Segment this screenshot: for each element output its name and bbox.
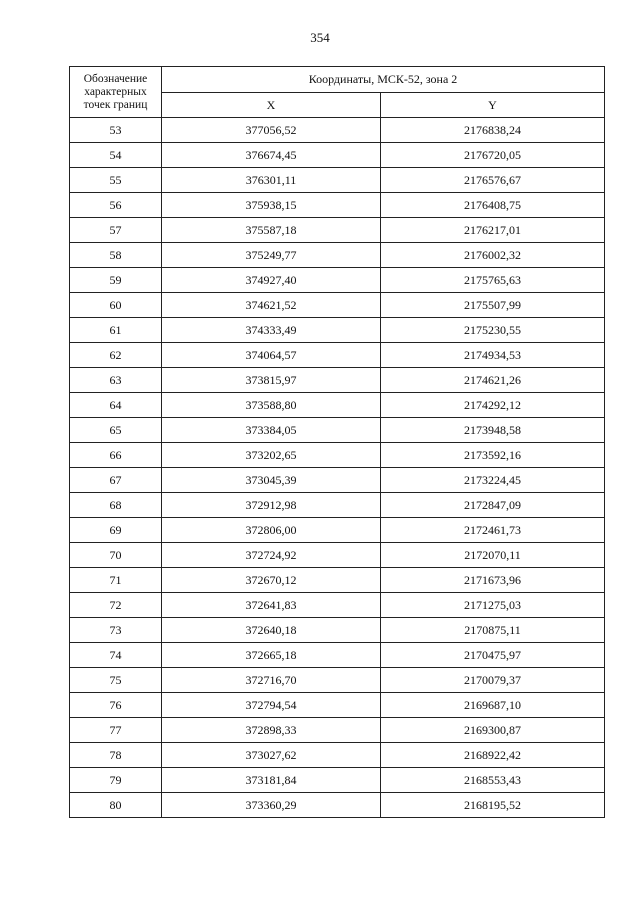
table-row <box>70 668 605 693</box>
y-coordinate-cell: 2175230,55 <box>381 318 605 343</box>
y-coordinate-cell: 2170875,11 <box>381 618 605 643</box>
point-id-cell: 64 <box>70 393 162 418</box>
x-coordinate-cell: 375249,77 <box>162 243 381 268</box>
y-coordinate-cell: 2174934,53 <box>381 343 605 368</box>
x-coordinate-cell: 372898,33 <box>162 718 381 743</box>
y-coordinate-cell: 2172461,73 <box>381 518 605 543</box>
table-row <box>70 768 605 793</box>
table-row <box>70 368 605 393</box>
y-coordinate-cell: 2168195,52 <box>381 793 605 818</box>
x-coordinate-cell: 373360,29 <box>162 793 381 818</box>
table-row <box>70 193 605 218</box>
table-row <box>70 268 605 293</box>
x-coordinate-cell: 373202,65 <box>162 443 381 468</box>
x-coordinate-cell: 374333,49 <box>162 318 381 343</box>
x-coordinate-cell: 372794,54 <box>162 693 381 718</box>
point-id-cell: 78 <box>70 743 162 768</box>
point-id-cell: 66 <box>70 443 162 468</box>
table-row <box>70 318 605 343</box>
y-coordinate-cell: 2174292,12 <box>381 393 605 418</box>
y-coordinate-cell: 2170475,97 <box>381 643 605 668</box>
table-body <box>70 118 605 818</box>
x-coordinate-cell: 374927,40 <box>162 268 381 293</box>
table-row <box>70 343 605 368</box>
point-id-cell: 72 <box>70 593 162 618</box>
x-coordinate-cell: 372806,00 <box>162 518 381 543</box>
point-id-cell: 59 <box>70 268 162 293</box>
coordinates-system-header: Координаты, МСК-52, зона 2 <box>162 67 605 93</box>
point-id-cell: 57 <box>70 218 162 243</box>
x-coordinate-cell: 375587,18 <box>162 218 381 243</box>
y-coordinate-cell: 2176408,75 <box>381 193 605 218</box>
point-id-cell: 80 <box>70 793 162 818</box>
coordinates-table <box>69 66 605 818</box>
point-id-cell: 68 <box>70 493 162 518</box>
x-coordinate-cell: 372665,18 <box>162 643 381 668</box>
table-row <box>70 293 605 318</box>
x-coordinate-cell: 373027,62 <box>162 743 381 768</box>
point-id-cell: 76 <box>70 693 162 718</box>
point-id-cell: 58 <box>70 243 162 268</box>
point-id-cell: 55 <box>70 168 162 193</box>
table-row <box>70 393 605 418</box>
table-row <box>70 718 605 743</box>
x-column-header: X <box>162 93 381 118</box>
table-row <box>70 518 605 543</box>
table-row <box>70 243 605 268</box>
x-coordinate-cell: 375938,15 <box>162 193 381 218</box>
y-coordinate-cell: 2169687,10 <box>381 693 605 718</box>
point-id-cell: 74 <box>70 643 162 668</box>
table-row <box>70 793 605 818</box>
x-coordinate-cell: 372912,98 <box>162 493 381 518</box>
point-id-cell: 65 <box>70 418 162 443</box>
x-coordinate-cell: 372640,18 <box>162 618 381 643</box>
y-coordinate-cell: 2175765,63 <box>381 268 605 293</box>
point-id-cell: 67 <box>70 468 162 493</box>
y-coordinate-cell: 2174621,26 <box>381 368 605 393</box>
y-coordinate-cell: 2173224,45 <box>381 468 605 493</box>
y-coordinate-cell: 2175507,99 <box>381 293 605 318</box>
table-row <box>70 118 605 143</box>
x-coordinate-cell: 373384,05 <box>162 418 381 443</box>
point-id-cell: 54 <box>70 143 162 168</box>
point-id-cell: 60 <box>70 293 162 318</box>
y-coordinate-cell: 2168553,43 <box>381 768 605 793</box>
x-coordinate-cell: 376674,45 <box>162 143 381 168</box>
point-id-cell: 70 <box>70 543 162 568</box>
point-id-cell: 53 <box>70 118 162 143</box>
point-header-line-2: характерных <box>84 85 147 98</box>
table-row <box>70 618 605 643</box>
point-id-cell: 69 <box>70 518 162 543</box>
table-row <box>70 743 605 768</box>
table-row <box>70 643 605 668</box>
x-coordinate-cell: 372670,12 <box>162 568 381 593</box>
point-id-cell: 77 <box>70 718 162 743</box>
point-id-cell: 73 <box>70 618 162 643</box>
y-coordinate-cell: 2173592,16 <box>381 443 605 468</box>
y-coordinate-cell: 2176720,05 <box>381 143 605 168</box>
y-coordinate-cell: 2169300,87 <box>381 718 605 743</box>
y-coordinate-cell: 2176576,67 <box>381 168 605 193</box>
x-coordinate-cell: 377056,52 <box>162 118 381 143</box>
x-coordinate-cell: 373815,97 <box>162 368 381 393</box>
y-coordinate-cell: 2173948,58 <box>381 418 605 443</box>
y-coordinate-cell: 2176217,01 <box>381 218 605 243</box>
table-row <box>70 168 605 193</box>
point-id-cell: 61 <box>70 318 162 343</box>
x-coordinate-cell: 373588,80 <box>162 393 381 418</box>
x-coordinate-cell: 372724,92 <box>162 543 381 568</box>
table-row <box>70 568 605 593</box>
page-number: 354 <box>310 30 330 45</box>
point-id-cell: 71 <box>70 568 162 593</box>
point-header-line-1: Обозначение <box>83 72 148 85</box>
table-row <box>70 693 605 718</box>
table-row <box>70 593 605 618</box>
x-coordinate-cell: 372641,83 <box>162 593 381 618</box>
table-row <box>70 218 605 243</box>
table-row <box>70 143 605 168</box>
point-id-cell: 79 <box>70 768 162 793</box>
point-id-cell: 56 <box>70 193 162 218</box>
y-coordinate-cell: 2168922,42 <box>381 743 605 768</box>
y-coordinate-cell: 2171275,03 <box>381 593 605 618</box>
x-coordinate-cell: 374064,57 <box>162 343 381 368</box>
x-coordinate-cell: 373045,39 <box>162 468 381 493</box>
table-row <box>70 468 605 493</box>
y-coordinate-cell: 2176838,24 <box>381 118 605 143</box>
y-coordinate-cell: 2172070,11 <box>381 543 605 568</box>
x-coordinate-cell: 373181,84 <box>162 768 381 793</box>
y-coordinate-cell: 2170079,37 <box>381 668 605 693</box>
point-id-cell: 63 <box>70 368 162 393</box>
y-column-header: Y <box>381 93 605 118</box>
point-id-cell: 75 <box>70 668 162 693</box>
x-coordinate-cell: 374621,52 <box>162 293 381 318</box>
table-row <box>70 493 605 518</box>
y-coordinate-cell: 2171673,96 <box>381 568 605 593</box>
x-coordinate-cell: 376301,11 <box>162 168 381 193</box>
table-header <box>70 67 605 118</box>
y-coordinate-cell: 2176002,32 <box>381 243 605 268</box>
table-row <box>70 418 605 443</box>
point-header-line-3: точек границ <box>83 98 148 111</box>
x-coordinate-cell: 372716,70 <box>162 668 381 693</box>
y-coordinate-cell: 2172847,09 <box>381 493 605 518</box>
point-id-cell: 62 <box>70 343 162 368</box>
table-row <box>70 543 605 568</box>
point-designation-header <box>70 67 162 118</box>
table-row <box>70 443 605 468</box>
